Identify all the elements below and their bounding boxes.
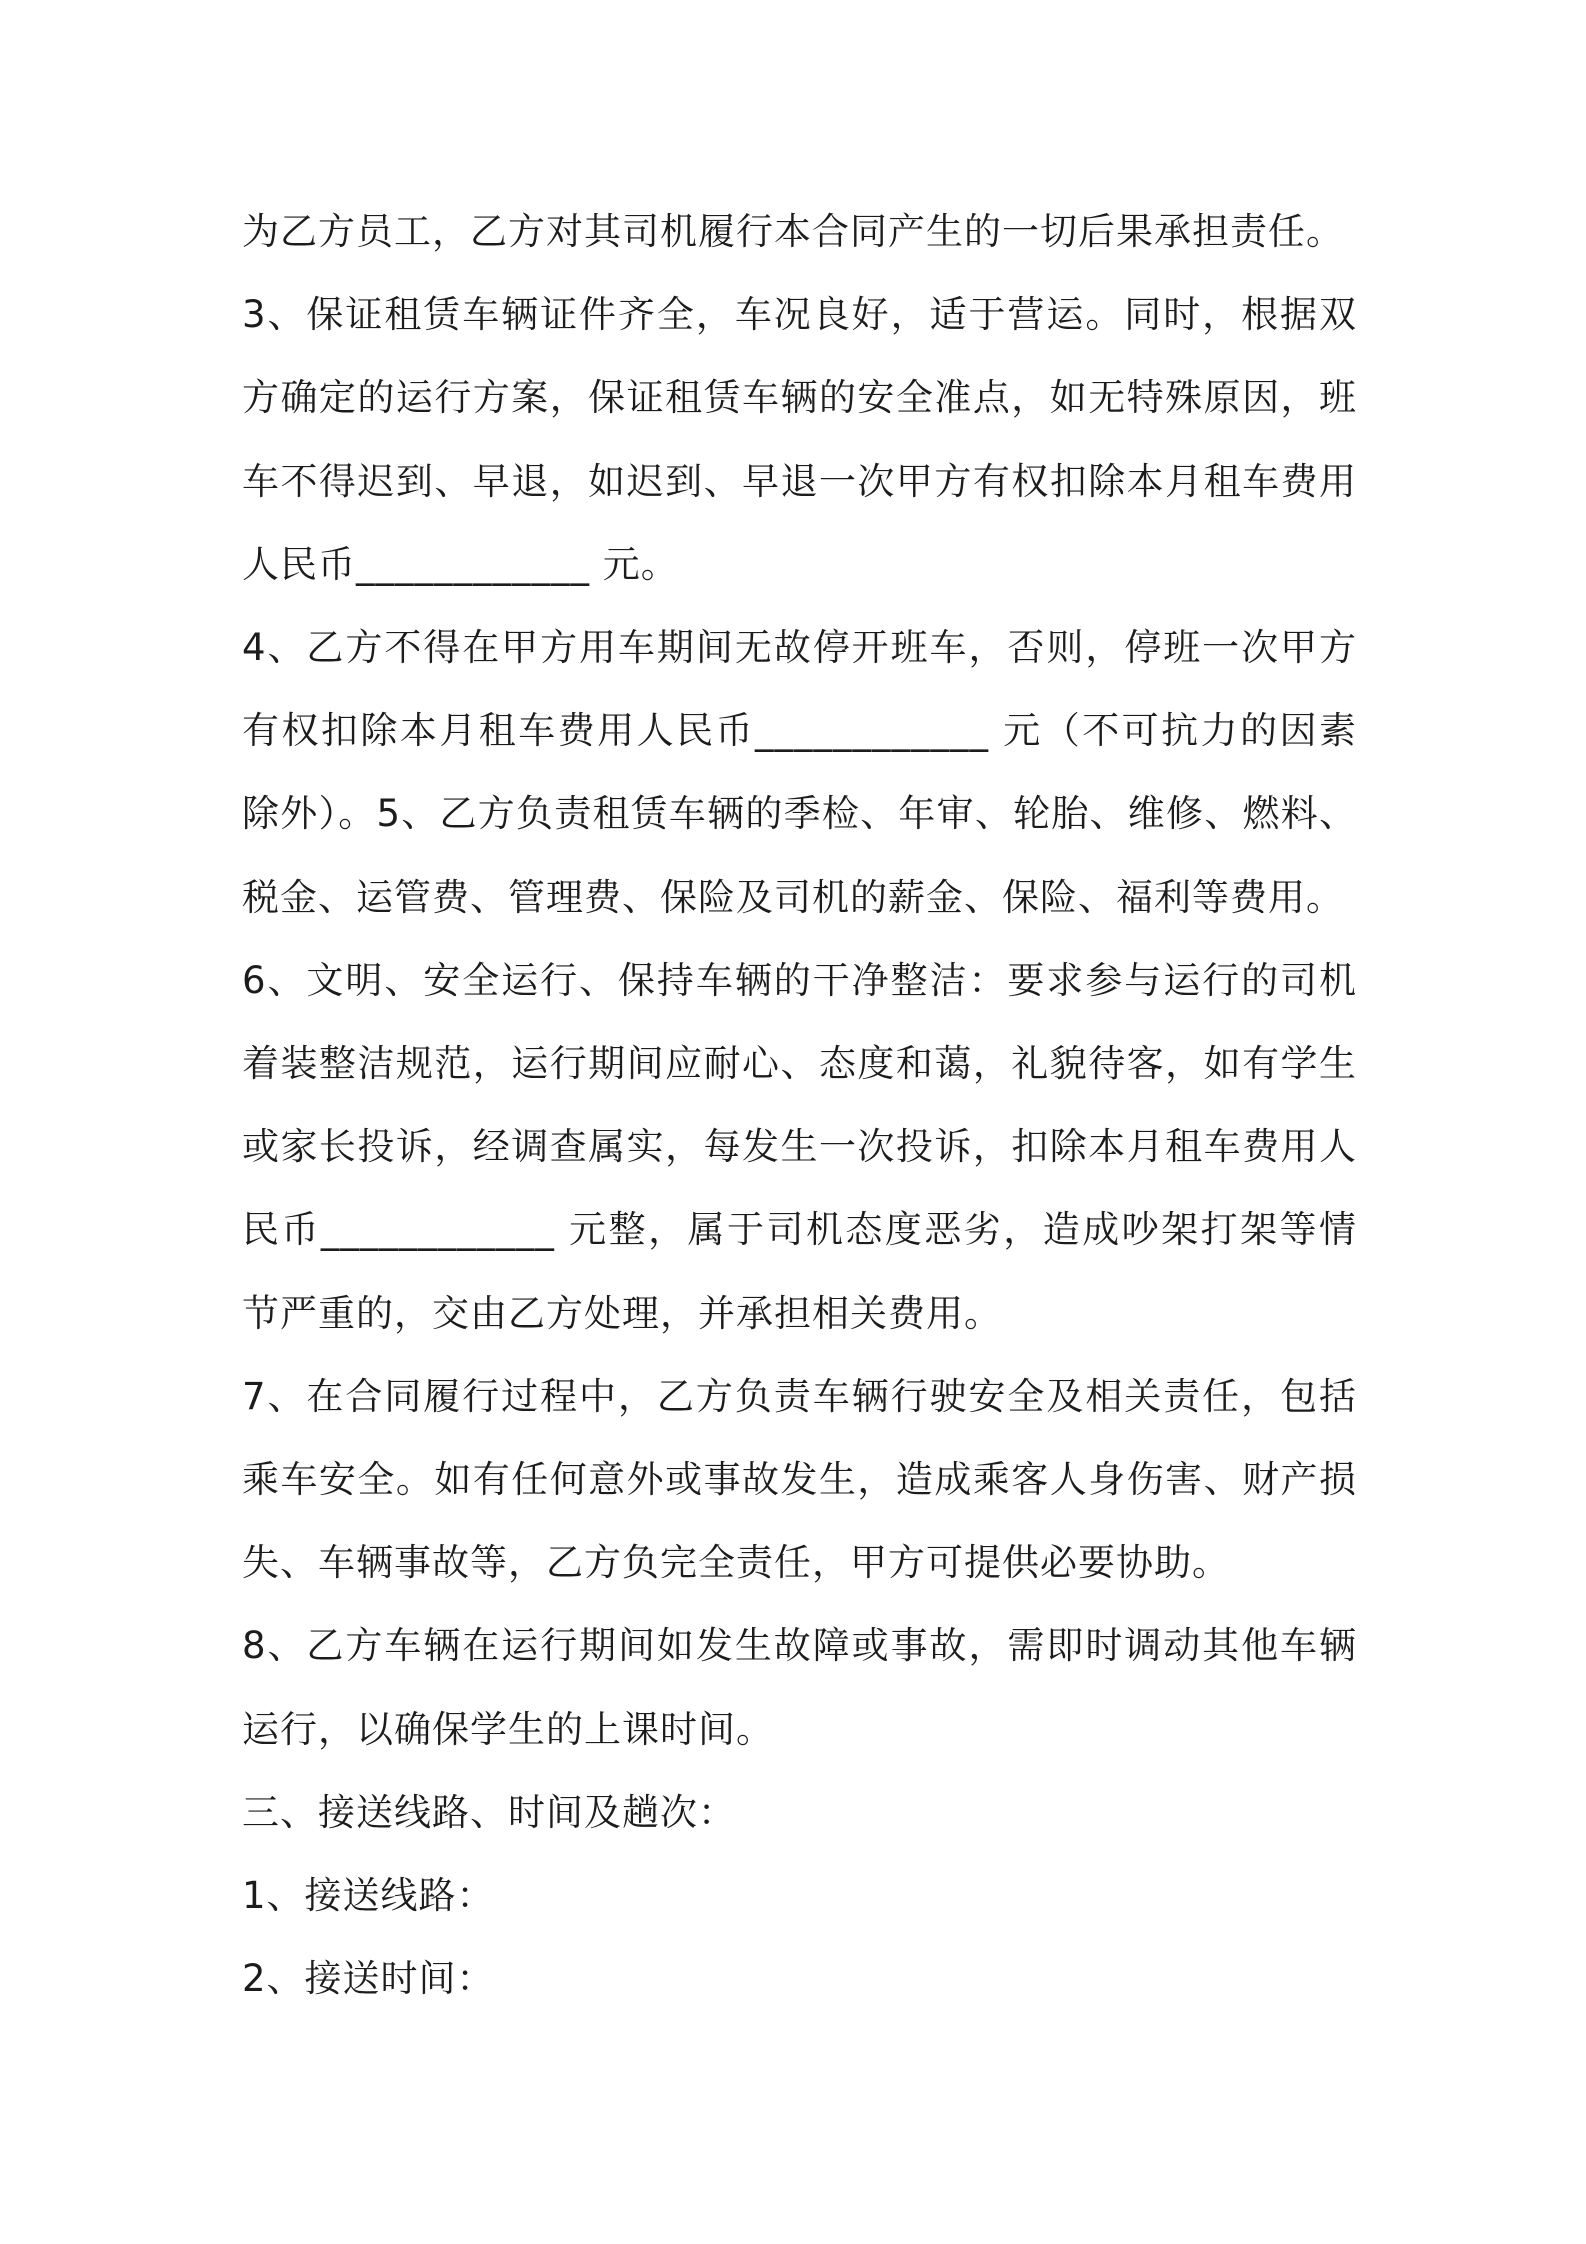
paragraph-continuation: 为乙方员工，乙方对其司机履行本合同产生的一切后果承担责任。	[242, 210, 1344, 253]
paragraph-clause-8: 8、乙方车辆在运行期间如发生故障或事故，需即时调动其他车辆运行，以确保学生的上课时间。	[242, 1624, 1357, 1751]
paragraph-route: 1、接送线路：	[242, 1874, 495, 1918]
paragraph-clause-6: 6、文明、安全运行、保持车辆的干净整洁：要求参与运行的司机着装整洁规范，运行期间应耐心、态度和蔼，礼貌待客，如有学生或家长投诉，经调查属实，每发生一次投诉，扣除本月租车费用人民币____________ 元整，属于司机态度恶劣，造成吵架打架等情节严重的，交由乙方处理，并承担相关费用。	[242, 958, 1357, 1335]
paragraph-time: 2、接送时间：	[242, 1957, 495, 2001]
paragraph-clause-3: 3、保证租赁车辆证件齐全，车况良好，适于营运。同时，根据双方确定的运行方案，保证租赁车辆的安全准点，如无特殊原因，班车不得迟到、早退，如迟到、早退一次甲方有权扣除本月租车费用人民币____________ 元。	[242, 293, 1357, 586]
paragraph-clause-7: 7、在合同履行过程中，乙方负责车辆行驶安全及相关责任，包括乘车安全。如有任何意外或事故发生，造成乘客人身伤害、财产损失、车辆事故等，乙方负完全责任，甲方可提供必要协助。	[242, 1374, 1357, 1585]
document-body	[242, 190, 1357, 2020]
section-heading-3: 三、接送线路、时间及趟次：	[242, 1790, 736, 1834]
paragraph-clause-4-5: 4、乙方不得在甲方用车期间无故停开班车，否则，停班一次甲方有权扣除本月租车费用人民币____________ 元（不可抗力的因素除外）。5、乙方负责租赁车辆的季检、年审、轮胎、维修、燃料、税金、运管费、管理费、保险及司机的薪金、保险、福利等费用。	[242, 626, 1357, 919]
